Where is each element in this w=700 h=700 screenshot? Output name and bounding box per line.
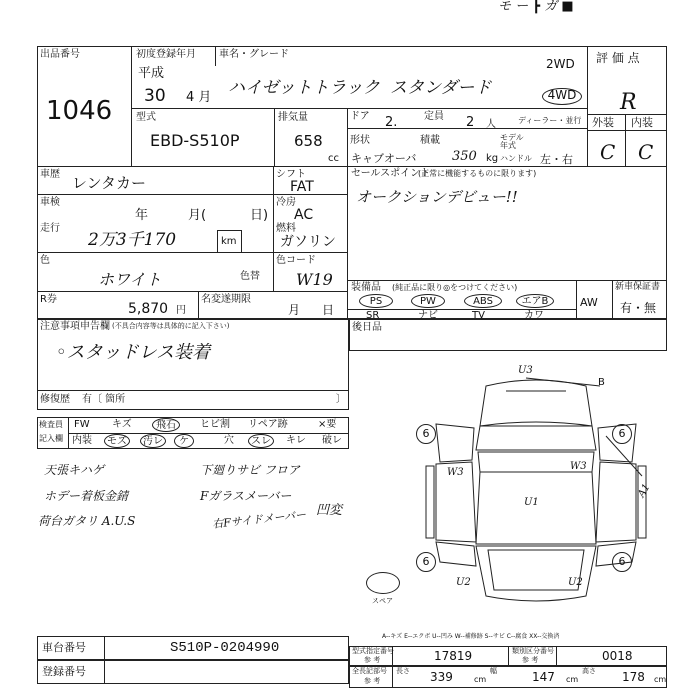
diagram-legend: A--キズ E--エクボ U--凹み W--補修跡 S--サビ C--腐食 XX--交換済	[382, 633, 560, 640]
load-value: 350	[452, 149, 477, 164]
inspector-note-2: ホデー着板金錆	[44, 489, 129, 503]
equip-pw: PW	[411, 294, 445, 308]
check-r1-scratch: キズ	[112, 419, 132, 430]
equip-leather: カワ	[524, 310, 544, 321]
repair-label: 修復歴	[40, 394, 70, 405]
shift-value: FAT	[290, 179, 314, 195]
equip-ps: PS	[359, 294, 393, 308]
model-year-label: モデル年式	[500, 133, 524, 150]
check-label-b: 記入欄	[39, 434, 63, 443]
dims-height: 178	[622, 670, 645, 684]
type-designation-label: 型式指定番号	[352, 647, 394, 655]
equip-aw: AW	[580, 296, 598, 309]
load-label: 積載	[420, 135, 440, 146]
damage-mark-u2-left: U2	[456, 577, 471, 588]
type-designation-value: 17819	[434, 649, 473, 663]
check-r1-crack: ヒビ割	[200, 419, 230, 430]
drive-2wd: 2WD	[546, 57, 575, 71]
registration-era: 平成	[138, 66, 165, 81]
equip-sr: SR	[366, 310, 380, 321]
dims-width: 147	[532, 670, 555, 684]
tax-month: 月	[288, 303, 301, 317]
load-unit: kg	[486, 153, 499, 164]
displacement-value: 658	[294, 132, 323, 150]
check-r1-repair: リペア跡	[248, 419, 288, 430]
spare-tire-icon	[366, 572, 400, 594]
inspection-label: 車検	[40, 197, 60, 208]
warranty-value: 有・無	[620, 301, 657, 315]
chassis-value: S510P-0204990	[170, 640, 280, 656]
notes-value: ◦スタッドレス装着	[56, 342, 211, 363]
tire-front-left: 6	[416, 424, 436, 444]
category-sub: 参 考	[522, 656, 539, 664]
equipment-note: (純正品に限り◎をつけてください)	[392, 283, 518, 292]
rating-int-label: 内装	[631, 116, 653, 129]
check-r2-interior: 内装	[72, 435, 92, 446]
car-name: ハイゼットトラック	[228, 78, 380, 98]
check-r2-dirt: 汚レ	[140, 434, 166, 448]
inspector-note-7: 凹変	[316, 503, 343, 518]
aircon-label: 冷房	[276, 197, 296, 208]
repair-close: 〕	[336, 394, 346, 405]
handle-value: 左・右	[540, 153, 573, 166]
fuel-value: ガソリン	[280, 234, 336, 250]
rating-ext-value: C	[600, 140, 616, 164]
after-sale-label: 後日品	[352, 322, 382, 333]
equipment-label: 装備品	[351, 282, 381, 293]
tire-rear-right: 6	[612, 552, 632, 572]
dims-ref-label2: 全長記部号	[352, 667, 387, 675]
dims-length-label: 長さ	[396, 667, 410, 675]
category-value: 0018	[602, 649, 633, 663]
registration-label: 初度登録年月	[136, 49, 196, 60]
mileage-label: 走行	[40, 223, 60, 234]
check-r2-cut: キレ	[286, 435, 306, 446]
equip-airbag: エアB	[516, 294, 554, 308]
spare-label: スペア	[372, 597, 393, 605]
color-code: W19	[296, 270, 333, 289]
mileage-value: 2万3千170	[88, 230, 177, 250]
aircon-value: AC	[294, 207, 314, 223]
rating-label: 評 価 点	[596, 51, 640, 65]
type-designation-sub: 参 考	[364, 656, 381, 664]
inspection-month: 月(	[188, 208, 207, 223]
dims-height-label: 高さ	[582, 667, 596, 675]
sales-point-note: (正常に機能するものに限ります)	[418, 169, 537, 178]
equip-tv: TV	[472, 310, 485, 321]
registration-month: 4 月	[186, 90, 212, 105]
mileage-unit: km	[221, 236, 237, 247]
tire-rear-left: 6	[416, 552, 436, 572]
car-damage-diagram	[396, 366, 676, 624]
inspector-note-5: Fガラスメーバー	[200, 489, 292, 503]
inspection-year: 年	[135, 208, 149, 223]
history-label: 車歴	[40, 169, 60, 180]
recycle-unit: 円	[176, 305, 186, 316]
lot-label: 出品番号	[40, 49, 80, 60]
notes-sub: (不具合内容等は具体的に記入下さい)	[112, 322, 230, 330]
damage-mark-u2-right: U2	[568, 577, 583, 588]
car-name-label: 車名・グレード	[219, 49, 289, 60]
inspection-day: 日)	[250, 208, 269, 223]
color-swap-label: 色替	[240, 271, 260, 282]
damage-mark-w3-left: W3	[447, 467, 464, 478]
drive-4wd-circled: 4WD	[542, 88, 582, 105]
capacity-value: 2	[466, 115, 475, 130]
inspector-note-1: 天張キハゲ	[44, 463, 105, 477]
doors-label: ドア	[350, 111, 370, 122]
displacement-unit: cc	[328, 153, 339, 164]
color-code-label: 色コード	[276, 255, 316, 266]
history-value: レンタカー	[72, 174, 147, 192]
model-label: 型式	[136, 112, 156, 123]
inspector-note-3: 荷台ガタリ A.U.S	[38, 514, 136, 528]
check-r1-fw: FW	[74, 419, 90, 430]
equip-navi: ナビ	[418, 310, 438, 321]
lot-number: 1046	[46, 96, 113, 126]
chassis-label: 車台番号	[42, 641, 86, 654]
dims-length: 339	[430, 670, 453, 684]
check-label-a: 検査員	[39, 420, 63, 429]
tax-day: 日	[322, 303, 335, 317]
sales-point-value: オークションデビュー!!	[356, 188, 518, 206]
dims-width-label: 幅	[490, 667, 497, 675]
check-r2-scratch: モズ	[104, 434, 130, 448]
displacement-label: 排気量	[278, 112, 308, 123]
check-r1-need: ×要	[318, 419, 337, 430]
check-r2-tear: 破レ	[322, 435, 342, 446]
car-grade: スタンダード	[390, 78, 492, 98]
handle-label: ハンドル	[500, 154, 532, 163]
warranty-label: 新車保証書	[615, 282, 661, 292]
inspector-note-4: 下廻りサビ フロア	[200, 463, 300, 477]
capacity-label: 定員	[424, 111, 444, 122]
category-label: 類別区分番号	[512, 647, 554, 655]
damage-mark-w3-right: W3	[570, 461, 587, 472]
color-label: 色	[40, 255, 50, 266]
color-value: ホワイト	[98, 270, 162, 289]
rating-score: R	[620, 90, 637, 115]
damage-mark-u1: U1	[524, 497, 539, 508]
body-shape-label: 形状	[350, 135, 370, 146]
inspector-note-6: 右Fサイドメーバー	[211, 508, 307, 531]
notes-label: 注意事項申告欄	[40, 321, 110, 332]
doors-value: 2.	[385, 115, 398, 130]
dims-width-unit: cm	[566, 675, 579, 684]
top-marks: モ ー ┣ ガ ■	[498, 0, 574, 14]
equip-abs: ABS	[464, 294, 502, 308]
dims-height-unit: cm	[654, 675, 667, 684]
rating-int-value: C	[638, 140, 654, 164]
sales-point-label: セールスポイント	[351, 168, 431, 179]
tire-front-right: 6	[612, 424, 632, 444]
check-r2-rub: スレ	[248, 434, 274, 448]
reg-number-label: 登録番号	[42, 665, 86, 678]
body-shape-value: キャブオーバ	[351, 152, 417, 165]
damage-mark-u3: U3	[518, 365, 533, 376]
damage-mark-b: B	[598, 377, 605, 388]
tax-label: 名変遂期限	[201, 294, 251, 305]
dealer-label: ディーラー・並行	[518, 116, 582, 125]
registration-year: 30	[144, 86, 166, 106]
fuel-label: 燃料	[276, 223, 296, 234]
recycle-label: R券	[40, 294, 57, 305]
model-value: EBD-S510P	[150, 131, 240, 150]
capacity-unit: 人	[486, 119, 496, 130]
check-r1-chip: 飛石	[152, 418, 180, 432]
damage-mark-a1: A1	[636, 482, 653, 500]
shift-label: シフト	[276, 169, 306, 180]
rating-ext-label: 外装	[592, 116, 614, 129]
check-r2-hole: 穴	[224, 435, 234, 446]
recycle-value: 5,870	[128, 301, 169, 317]
repair-value: 有〔 箇所	[82, 394, 126, 405]
dims-ref-label: 参 考	[364, 677, 381, 685]
dims-length-unit: cm	[474, 675, 487, 684]
check-r2-hair: ケ	[174, 434, 194, 448]
